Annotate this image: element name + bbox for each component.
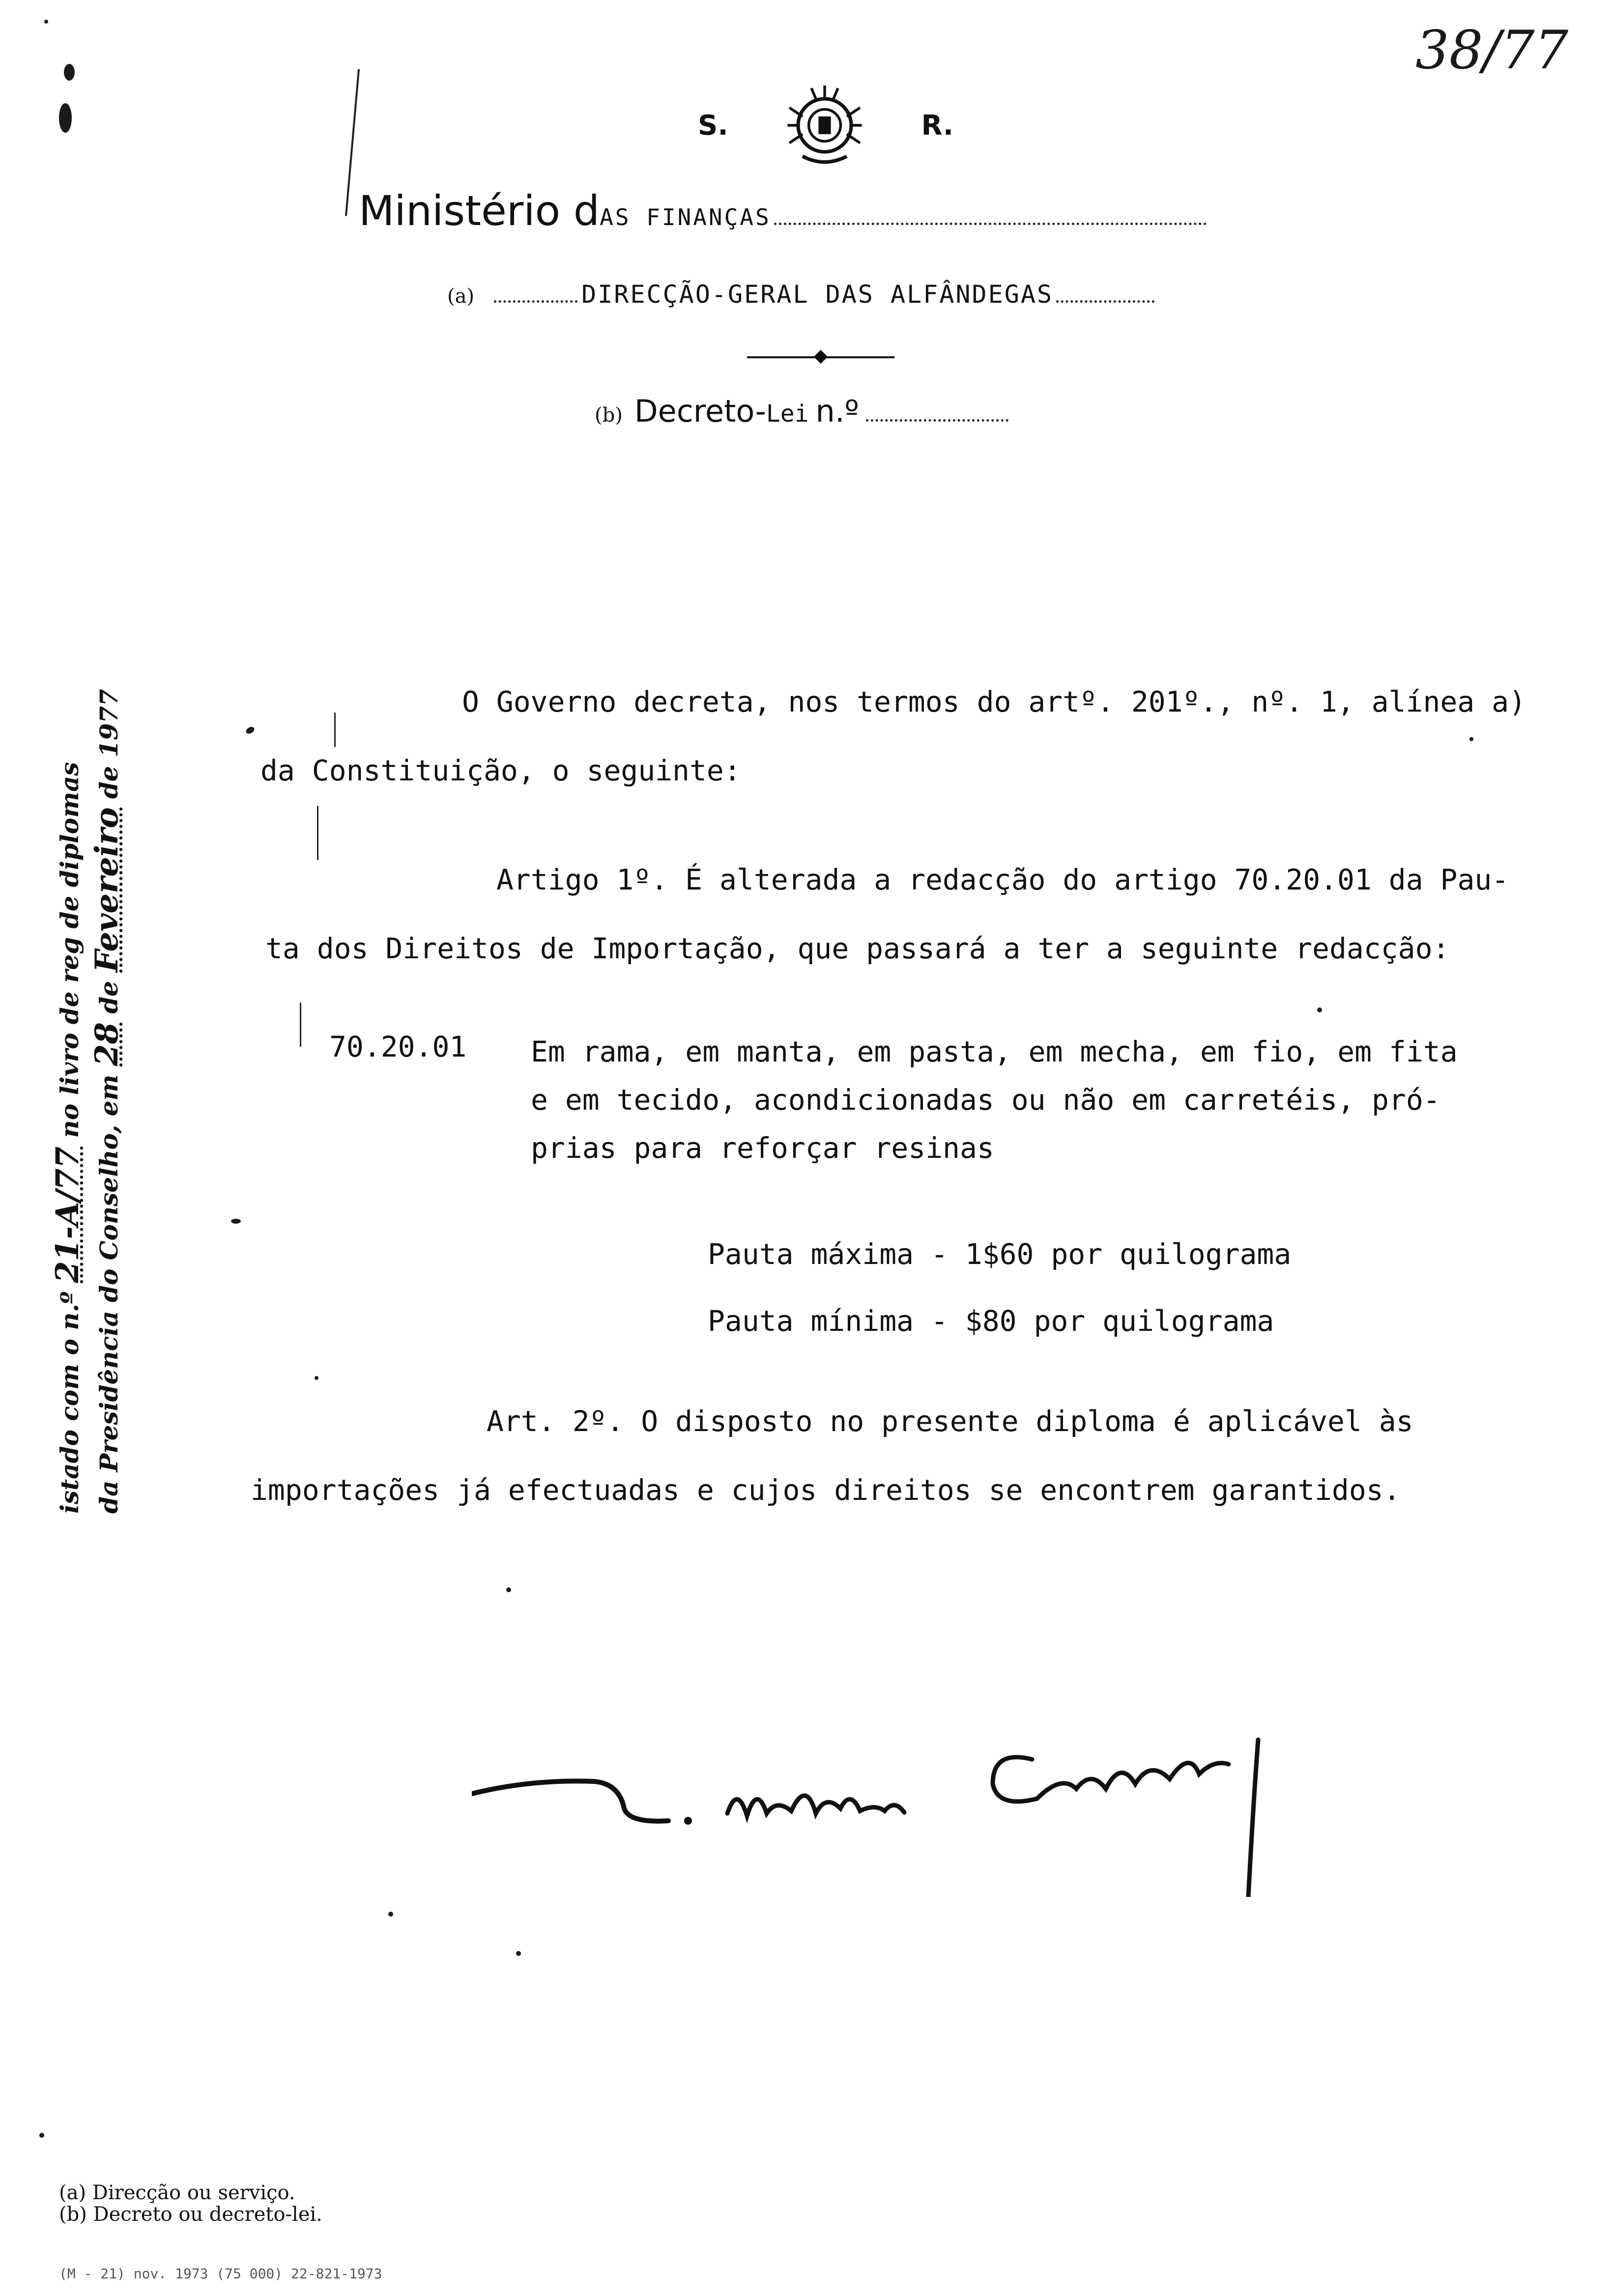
tariff-description-line-3: prias para reforçar resinas [531,1131,994,1165]
letter-r: R. [921,109,953,142]
registration-text: no livro de reg [55,937,84,1138]
dotted-fill-line [866,419,1008,422]
decree-line [595,393,1008,429]
scan-speck [64,64,75,81]
scan-speck [388,1912,393,1917]
registration-month: Fevereiro [88,807,125,973]
ministry-prefix: Ministério d [359,187,600,235]
scan-speck [245,725,256,735]
tariff-description-line-2: e em tecido, acondicionadas ou não em carretéis, pró- [531,1083,1440,1117]
article-1-line-2: ta dos Direitos de Importação, que passará a ter a seguinte redacção: [265,932,1450,965]
margin-pencil-line [317,806,318,860]
dotted-fill-line [1056,300,1154,303]
margin-pencil-line [300,1003,301,1047]
registration-text: de diplomas [55,762,84,929]
scan-speck [516,1951,521,1956]
tariff-code: 70.20.01 [329,1030,467,1063]
footnote-b: (b) Decreto ou decreto-lei. [59,2203,323,2226]
tariff-description-line-1: Em rama, em manta, em pasta, em mecha, em fio, em fita [531,1035,1458,1068]
scan-speck [44,20,48,24]
registration-line-1 [49,550,88,1514]
decree-type: Lei [766,400,809,428]
coat-of-arms-emblem [780,81,869,170]
scan-speck [315,1376,318,1380]
footnotes [59,2182,322,2225]
scan-speck [1317,1007,1322,1012]
footnote-marker-a: (a) [447,285,475,308]
intro-line-2: da Constituição, o seguinte: [260,754,741,787]
direction-line [447,280,1154,309]
margin-pencil-line [334,713,336,747]
article-2-line-2: importações já efectuadas e cujos direitos se encontrem garantidos. [251,1473,1401,1507]
scan-speck [39,2133,44,2138]
registration-text: de 1977 [94,689,123,799]
minimum-rate: Pauta mínima - $80 por quilograma [708,1304,1274,1338]
dotted-fill-line [774,222,1207,225]
scan-speck [506,1587,511,1592]
registration-note [49,550,128,1514]
footnote-marker-b: (b) [595,404,623,427]
registration-text: istado com o n.º [55,1292,84,1514]
decree-number-label: n.º [815,393,859,429]
decree-prefix: Decreto- [634,393,766,429]
margin-pencil-line [345,69,360,216]
article-1-line-1: Artigo 1º. É alterada a redacção do artigo 70.20.01 da Pau- [496,863,1509,896]
republic-header [698,79,953,172]
printer-code: (M - 21) nov. 1973 (75 000) 22-821-1973 [59,2266,382,2282]
letter-s: S. [698,109,728,142]
scan-speck [231,1219,241,1224]
scan-speck [59,103,72,133]
registration-text: da Presidência do Conselho, em [94,1074,123,1514]
intro-line-1: O Governo decreta, nos termos do artº. 201º., nº. 1, alínea a) [462,685,1526,718]
direction-name: DIRECÇÃO-GERAL DAS ALFÂNDEGAS [581,280,1054,309]
handwritten-signature [472,1730,1307,1897]
registration-day: 28 [88,1022,125,1066]
ministry-name: AS FINANÇAS [600,204,771,230]
registration-text: de [94,980,123,1014]
ministry-line [359,187,1207,235]
archive-number: 38/77 [1415,20,1569,81]
scan-speck [1469,737,1473,741]
dotted-fill-line [494,300,577,303]
article-2-line-1: Art. 2º. O disposto no presente diploma é aplicável às [487,1405,1413,1438]
registration-number: 21-A/77 [49,1146,86,1283]
maximum-rate: Pauta máxima - 1$60 por quilograma [708,1237,1292,1271]
footnote-a: (a) Direcção ou serviço. [59,2181,295,2204]
divider-diamond [814,350,828,364]
registration-line-2 [88,550,128,1514]
